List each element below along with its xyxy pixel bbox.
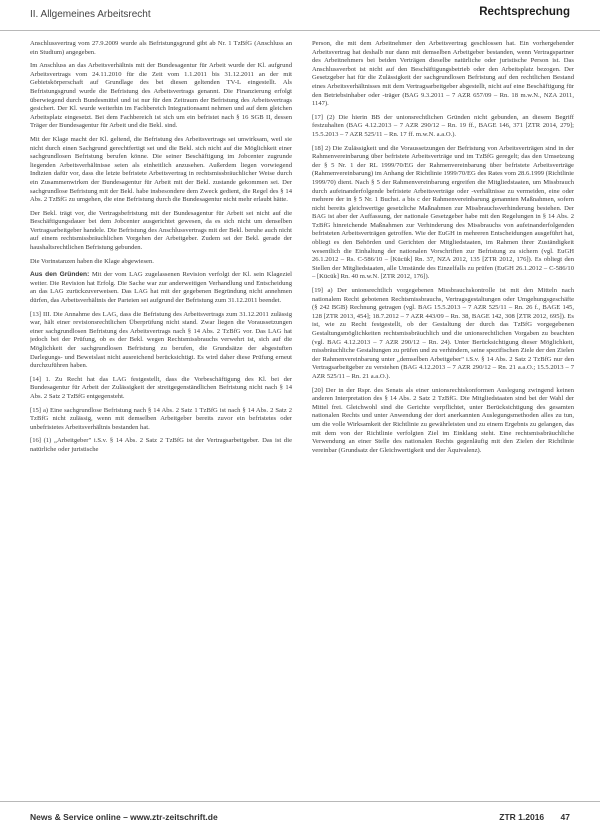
paragraph: Die Vorinstanzen haben die Klage abgewiesen.: [30, 257, 154, 265]
paragraph: [17] (2) Die hierin BB der unionsrechtlichen Gründen nicht gebunden, an diesem Begriff festzuhalten (BAG 4.12.2013 – 7 AZR 290/12 – Rn. 19 ff., BAGE 146, 371 [ZTR 2014, 279]; 15.5.2013 – 7 AZR 525/11 – Rn. 17 ff. m.w.N. a.a.O.).: [312, 113, 574, 138]
paragraph: Anschlussvertrag vom 27.9.2009 wurde als Befristungsgrund gibt ab Nr. 1 TzBfG (Anschluss an ein Studium) angegeben.: [30, 40, 292, 56]
page-number: 47: [560, 812, 570, 822]
page-header: [0, 0, 600, 31]
journal-issue: ZTR 1.2016: [499, 812, 545, 822]
footer-issue: [485, 812, 570, 822]
paragraph: [14] 1. Zu Recht hat das LAG festgestellt, dass die Vorbeschäftigung des Kl. bei der Bundesagentur für Arbeit der Zulässigkeit der streitgegenständlichen Befristung nicht nach § 14 Abs. 2 Satz 2 TzBfG entgegensteht.: [30, 375, 292, 400]
category-title: Rechtsprechung: [479, 6, 570, 18]
paragraph: [18] 2) Die Zulässigkeit und die Voraussetzungen der Befristung von Arbeitsverträgen sind in der Rahmenvereinbarung über befristete Arbeitsverträge und im TzBfG geregelt; das den Umsetzung der § 5 Nr. 1 der RL 1999/70/EG der Rahmenvereinbarung über befristete Arbeitsverträge (Rahmenvereinbarung) im Anhang der Richtlinie 1999/70/EG des Rates vom 28.6.1999 (Richtlinie 1999/70) dient. Nach § 5 der Rahmenvereinbarung ergreifen die Mitgliedstaaten, um Missbrauch durch aufeinanderfolgende befristete Arbeitsverträge oder -verhältnisse zu vermeiden, eine oder mehrere der in § 5 Nr. 1 Buchst. a bis c der Rahmenvereinbarung genannten Maßnahmen, sofern nicht bereits gleichwertige gesetzliche Maßnahmen zur Missbrauchsverhinderung bestehen. Der BAG ist aber der Auffassung, der nationale Gesetzgeber habe mit den Regelungen in § 14 Abs. 2 TzBfG hinreichende Maßnahmen zur Verhinderung des Missbrauchs von aufeinanderfolgenden befristeten Arbeitsverträgen getroffen. Wie der EuGH in mehreren Entscheidungen ausgeführt hat, obliegt es den Behörden und Gerichten der Mitgliedstaaten, im Rahmen ihrer Zuständigkeit wesentlich die Einhaltung der nationalen Vorschriften zur Befristung zu sichern (vgl. EuGH 26.1.2012 – Rs. C-586/10 – [Kücük] Rn. 37, NZA 2012, 135 [ZTR 2012, 176]). Es obliegt den Stellen der Mitgliedstaaten, alle Umstände des Einzelfalls zu prüfen (EuGH 26.1.2012 – C-586/10 – [Kücük] Rn. 40 m.w.N. [ZTR 2012, 176]).: [312, 144, 574, 281]
paragraph: Mit der Klage macht der Kl. geltend, die Befristung des Arbeitsvertrags sei unwirksam, weil sie nicht durch einen Sachgrund gerechtfertigt sei und die Bekl. sich nicht auf die Möglichkeit einer sachgrundlosen Befristung berufen könne. Die seiner Beschäftigung im Jobcenter zugrunde liegenden Arbeitsverhältnisse seien als einheitlich anzusehen. Außerdem liegen vorwiegend Indizien dafür vor, dass die letzte befristete Arbeitsvertrag in rechtsmissbräuchlicher Weise durch ein Zusammenwirken der Bundesagentur für Arbeit mit der Bekl. zustande gekommen sei. Der sachgrundlose Befristung mit der Bekl. habe insbesondere dem Zweck gedient, die Regel des § 14 Abs. 2 TzBfG zu umgehen, die eine Befristung durch die Bundesagentur nicht mehr erlaubt hätte.: [30, 135, 292, 204]
paragraph: [19] a) Der unionsrechtlich vorgegebenen Missbrauchskontrolle ist mit den Mitteln nach nationalem Recht gebotenen Rechtsmissbrauchs, Vertragsgestaltungen oder Umgehungsgeschäfte (§ 242 BGB) Rechnung getragen (vgl. BAG 15.5.2013 – 7 AZR 525/11 – Rn. 26 f., BAGE 145, 128 [ZTR 2013, 454]; 18.7.2012 – 7 AZR 443/09 – Rn. 38, BAGE 142, 308 [ZTR 2012, 695]). Es ist, wie zu Recht festgestellt, ob der Gestaltung der durch das TzBfG vorgegebenen Gestaltungsmöglichkeiten rechtsmissbräuchlich und die unionsrechtlichen Vorgaben zu beachten (vgl. BAG 4.12.2013 – 7 AZR 290/12 – Rn. 24). Unter Berücksichtigung dieser Möglichkeit, missbräuchliche Gestaltungen zu prüfen und zu verhindern, seine spezifischen Ziele der den Zielen der Rahmenvereinbarung unter „demselben Arbeitgeber" i.S.v. § 14 Abs. 2 Satz 2 TzBfG nur den Vertragsarbeitgeber zu verstehen (BAG 4.12.2013 – 7 AZR 290/12 – Rn. 21 a.a.O.; 15.5.2013 – 7 AZR 525/11 – Rn. 21 a.a.O.).: [312, 287, 574, 380]
paragraph: [13] III. Die Annahme des LAG, dass die Befristung des Arbeitsvertrags zum 31.12.2011 zulässig war, hält einer revisionsrechtlichen Überprüfung nicht stand. Zwar liegen die Voraussetzungen einer sachgrundlosen Befristung des Arbeitsvertrags nach § 14 Abs. 2 TzBfG vor. Das LAG hat jedoch bei der Prüfung, ob es der Bekl. wegen Rechtsmissbrauchs verwehrt ist, sich auf die Möglichkeit der sachgrundlosen Befristung zu berufen, die Grundsätze der abgestuften Darlegungs- und Beweislast nicht ausreichend berücksichtigt. Es wird daher diese Prüfung erneut durchzuführen haben.: [30, 310, 292, 370]
footer-website: News & Service online – www.ztr-zeitschrift.de: [30, 812, 218, 822]
grounds-lead: Aus den Gründen:: [30, 271, 90, 279]
section-title: II. Allgemeines Arbeitsrecht: [30, 9, 151, 20]
page-footer: [0, 801, 600, 832]
paragraph: [15] a) Eine sachgrundlose Befristung nach § 14 Abs. 2 Satz 1 TzBfG ist nach § 14 Abs. 2 Satz 2 TzBfG nicht zulässig, wenn mit demselben Arbeitgeber bereits zuvor ein befristetes oder unbefristetes Arbeitsverhältnis bestanden hat.: [30, 406, 292, 431]
left-column: [30, 40, 292, 792]
paragraph: Der Bekl. trägt vor, die Vertragsbefristung mit der Bundesagentur für Arbeit sei nicht auf die Beschäftigungsdauer bei dem Jobcenter ausgerichtet gewesen, da es sich nicht um denselben Vertragsarbeitgeber handele. Die Befristung des Anschlussvertrags mit der Bekl. beruhe auch nicht auf einem rechtsmissbräuchlichen Vorgehen der Arbeitgeber. Zudem sei der Bekl. gerade der haushaltsrechtlichen Befristung gebunden.: [30, 209, 292, 252]
paragraph: Person, die mit dem Arbeitnehmer den Arbeitsvertrag geschlossen hat. Ein vorhergehender Arbeitsvertrag hat deshalb nur dann mit demselben Arbeitgeber bestanden, wenn Vertragspartner des Arbeitnehmers bei beiden Verträgen dieselbe natürliche oder juristische Person ist. Das Anschlussverbot ist nicht auf den Beschäftigungsbetrieb oder den Arbeitsplatz bezogen. Der Gesetzgeber hat für die Zulässigkeit der sachgrundlosen Befristung auf den rechtlichen Bestand eines Arbeitsverhältnisses mit dem Vertragsarbeitgeber abgestellt, nicht auf eine Beschäftigung für den Betriebsinhaber oder -träger (BAG 9.3.2011 – 7 AZR 657/09 – Rn. 18 m.w.N., NZA 2011, 1147).: [312, 40, 574, 108]
paragraph: [16] (1) „Arbeitgeber" i.S.v. § 14 Abs. 2 Satz 2 TzBfG ist der Vertragsarbeitgeber. Das ist die natürliche oder juristische: [30, 437, 292, 453]
right-column: [312, 40, 574, 792]
paragraph: Im Anschluss an das Arbeitsverhältnis mit der Bundesagentur für Arbeit wurde der Kl. aufgrund Arbeitsvertrags vom 24.11.2010 für die Zeit vom 1.1.2011 bis 31.12.2011 an der mit Gebietskörperschaft auf Grundlage des bei diesen geltenden TV-L eingestellt. Als Befristungsgrund wurde die Befristung des Arbeitsvertrags genannt. Die Finanzierung erfolgt überwiegend durch Bundesmittel und ist nur für den Zeitraum der Befristung des Arbeitsvertrags gesichert. Der Kl. wurde weiterhin im Fachbereich Integrationsamt nehmen und auf dem gleichen Arbeitsplatz eingesetzt. Bei dem Fachbereich ist sich um ein befristet nach § 16 SGB II, dessen Träger der Bundesagentur für Arbeit und die Bekl. sind.: [30, 62, 292, 130]
paragraph: [20] Der in der Rspr. des Senats als einer unionsrechtskonformen Auslegung zwingend keinen anderen Interpretation des § 14 Abs. 2 Satz 2 TzBfG. Die Mitgliedstaaten sind bei der Wahl der Mittel frei. Gleichwohl sind die Gerichte verpflichtet, unter Berücksichtigung des gesamten nationalen Rechts und unter Anwendung der dort anerkannten Auslegungsmethoden alles zu tun, um die volle Wirksamkeit der Richtlinie zu gewährleisten und zu einem Ergebnis zu gelangen, das mit dem von der Richtlinie verfolgten Ziel im Einklang steht. Eine rechtsmissbräuchliche Verwendung an einer Stelle des nationalen Rechts gegenläufig mit den Zielen der Richtlinie vereinbar (Grundsatz der Gleichwertigkeit und der Äquivalenz).: [312, 386, 574, 454]
body-columns: [30, 40, 574, 792]
paragraph-grounds: Aus den Gründen: Mit der vom LAG zugelassenen Revision verfolgt der Kl. sein Klageziel weiter. Die Revision hat Erfolg. Die Sache war zur anderweitigen Verhandlung und Entscheidung an das LAG zurückzuverweisen. Das LAG hat mit der gegebenen Begründung nicht annehmen dürfen, das Arbeitsverhältnis der Parteien sei aufgrund der Befristung zum 31.12.2011 beendet.: [30, 271, 292, 305]
